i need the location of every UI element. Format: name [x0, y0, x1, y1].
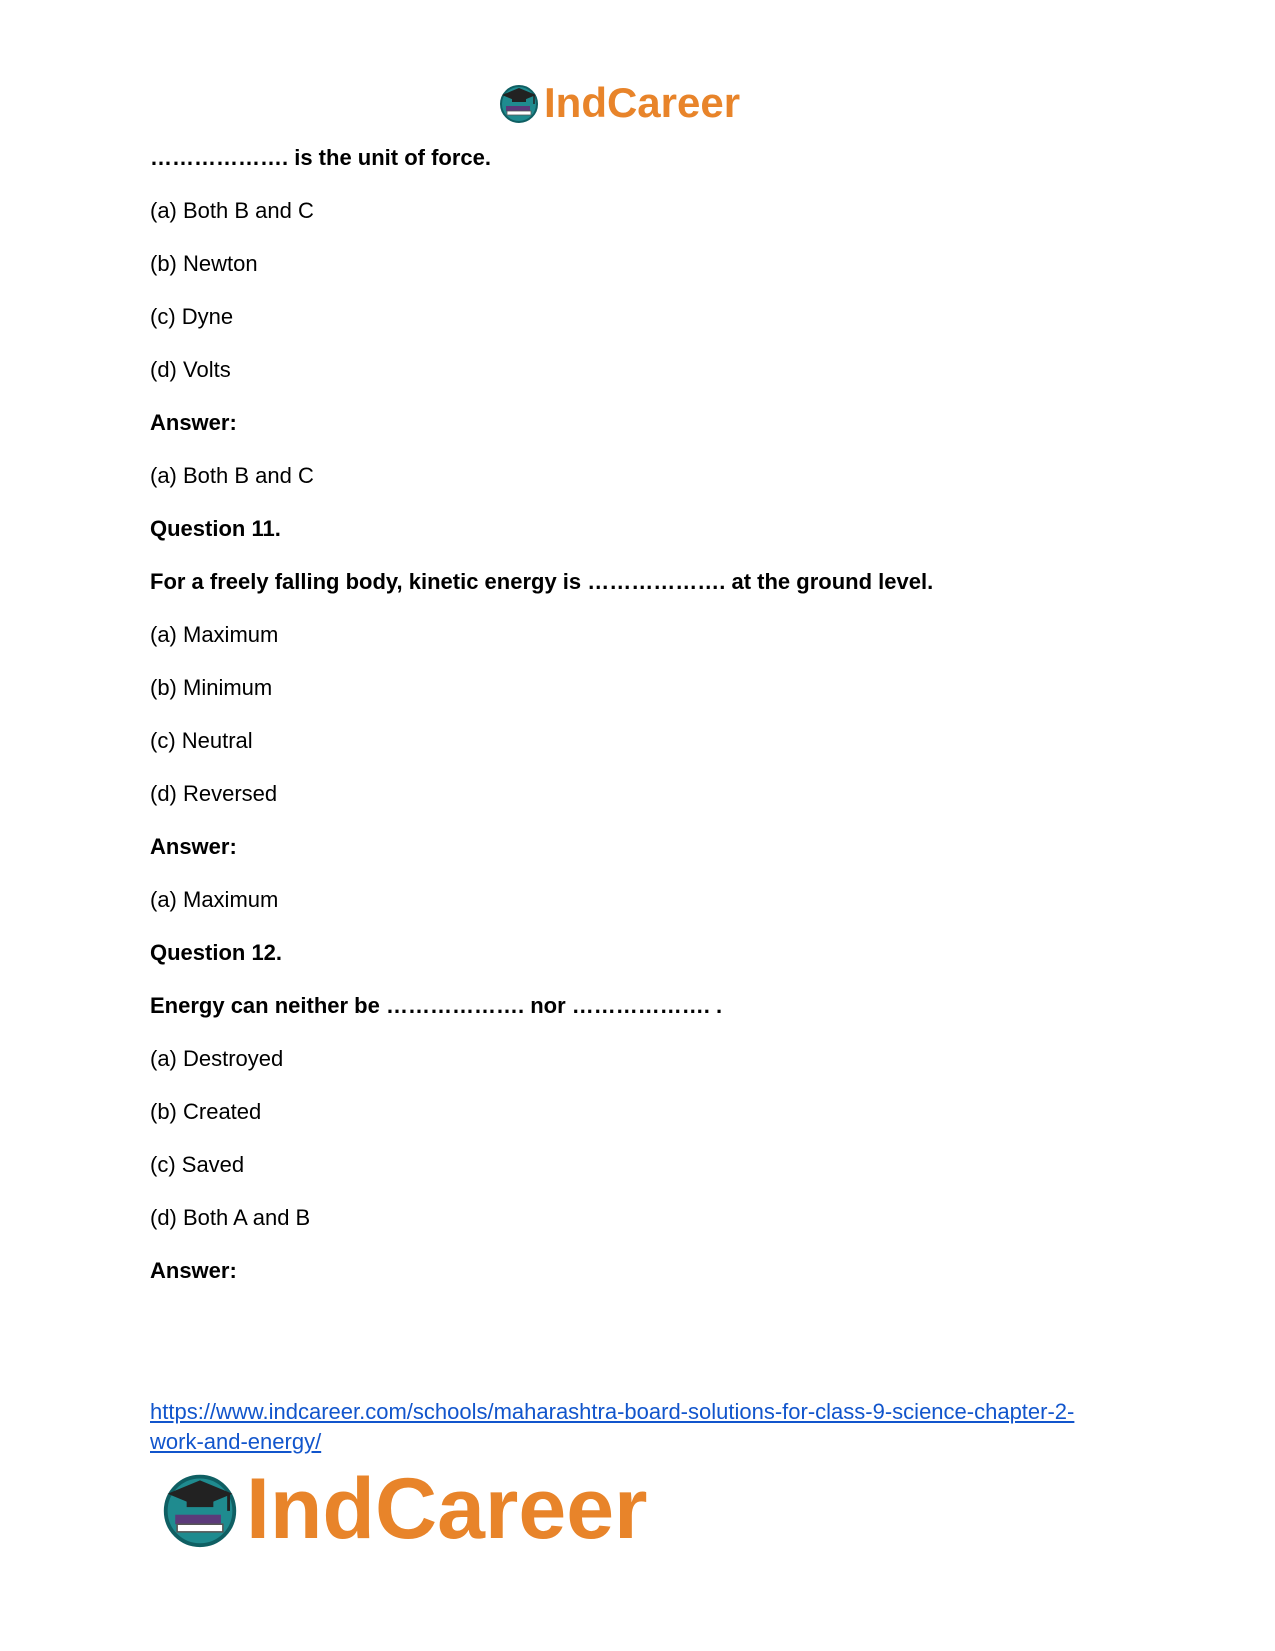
q11-answer: (a) Maximum	[150, 887, 279, 912]
q12-answer-label: Answer:	[150, 1258, 237, 1283]
q11-option-b: (b) Minimum	[150, 675, 273, 700]
graduation-globe-icon	[498, 82, 540, 124]
q10-option-a: (a) Both B and C	[150, 198, 314, 223]
logo-wordmark: IndCareer	[246, 1461, 648, 1557]
q10-answer-label: Answer:	[150, 410, 237, 435]
question-12-text: Energy can neither be ………………. nor ………………. .	[150, 993, 723, 1018]
q12-option-d: (d) Both A and B	[150, 1205, 311, 1230]
q12-option-a: (a) Destroyed	[150, 1046, 284, 1071]
logo-wordmark: IndCareer	[544, 79, 741, 126]
graduation-globe-icon	[160, 1469, 240, 1549]
indcareer-logo-footer	[160, 1461, 648, 1557]
link-line-1[interactable]: https://www.indcareer.com/schools/maharashtra-board-solutions-for-class-9-science-chapter-2-	[150, 1399, 1075, 1424]
question-10-text: ………………. is the unit of force.	[150, 145, 492, 170]
source-url-link[interactable]	[150, 1397, 1130, 1457]
question-11-title: Question 11.	[150, 516, 281, 541]
q10-option-b: (b) Newton	[150, 251, 258, 276]
question-12-title: Question 12.	[150, 940, 283, 965]
q10-answer: (a) Both B and C	[150, 463, 314, 488]
q10-option-c: (c) Dyne	[150, 304, 234, 329]
q11-option-c: (c) Neutral	[150, 728, 253, 753]
q11-answer-label: Answer:	[150, 834, 237, 859]
q11-option-a: (a) Maximum	[150, 622, 279, 647]
q12-option-b: (b) Created	[150, 1099, 262, 1124]
q11-option-d: (d) Reversed	[150, 781, 278, 806]
q10-option-d: (d) Volts	[150, 357, 231, 382]
q12-option-c: (c) Saved	[150, 1152, 245, 1177]
question-11-text: For a freely falling body, kinetic energy is ………………. at the ground level.	[150, 569, 934, 594]
link-line-2[interactable]: work-and-energy/	[150, 1429, 322, 1454]
indcareer-logo-header	[498, 80, 740, 126]
